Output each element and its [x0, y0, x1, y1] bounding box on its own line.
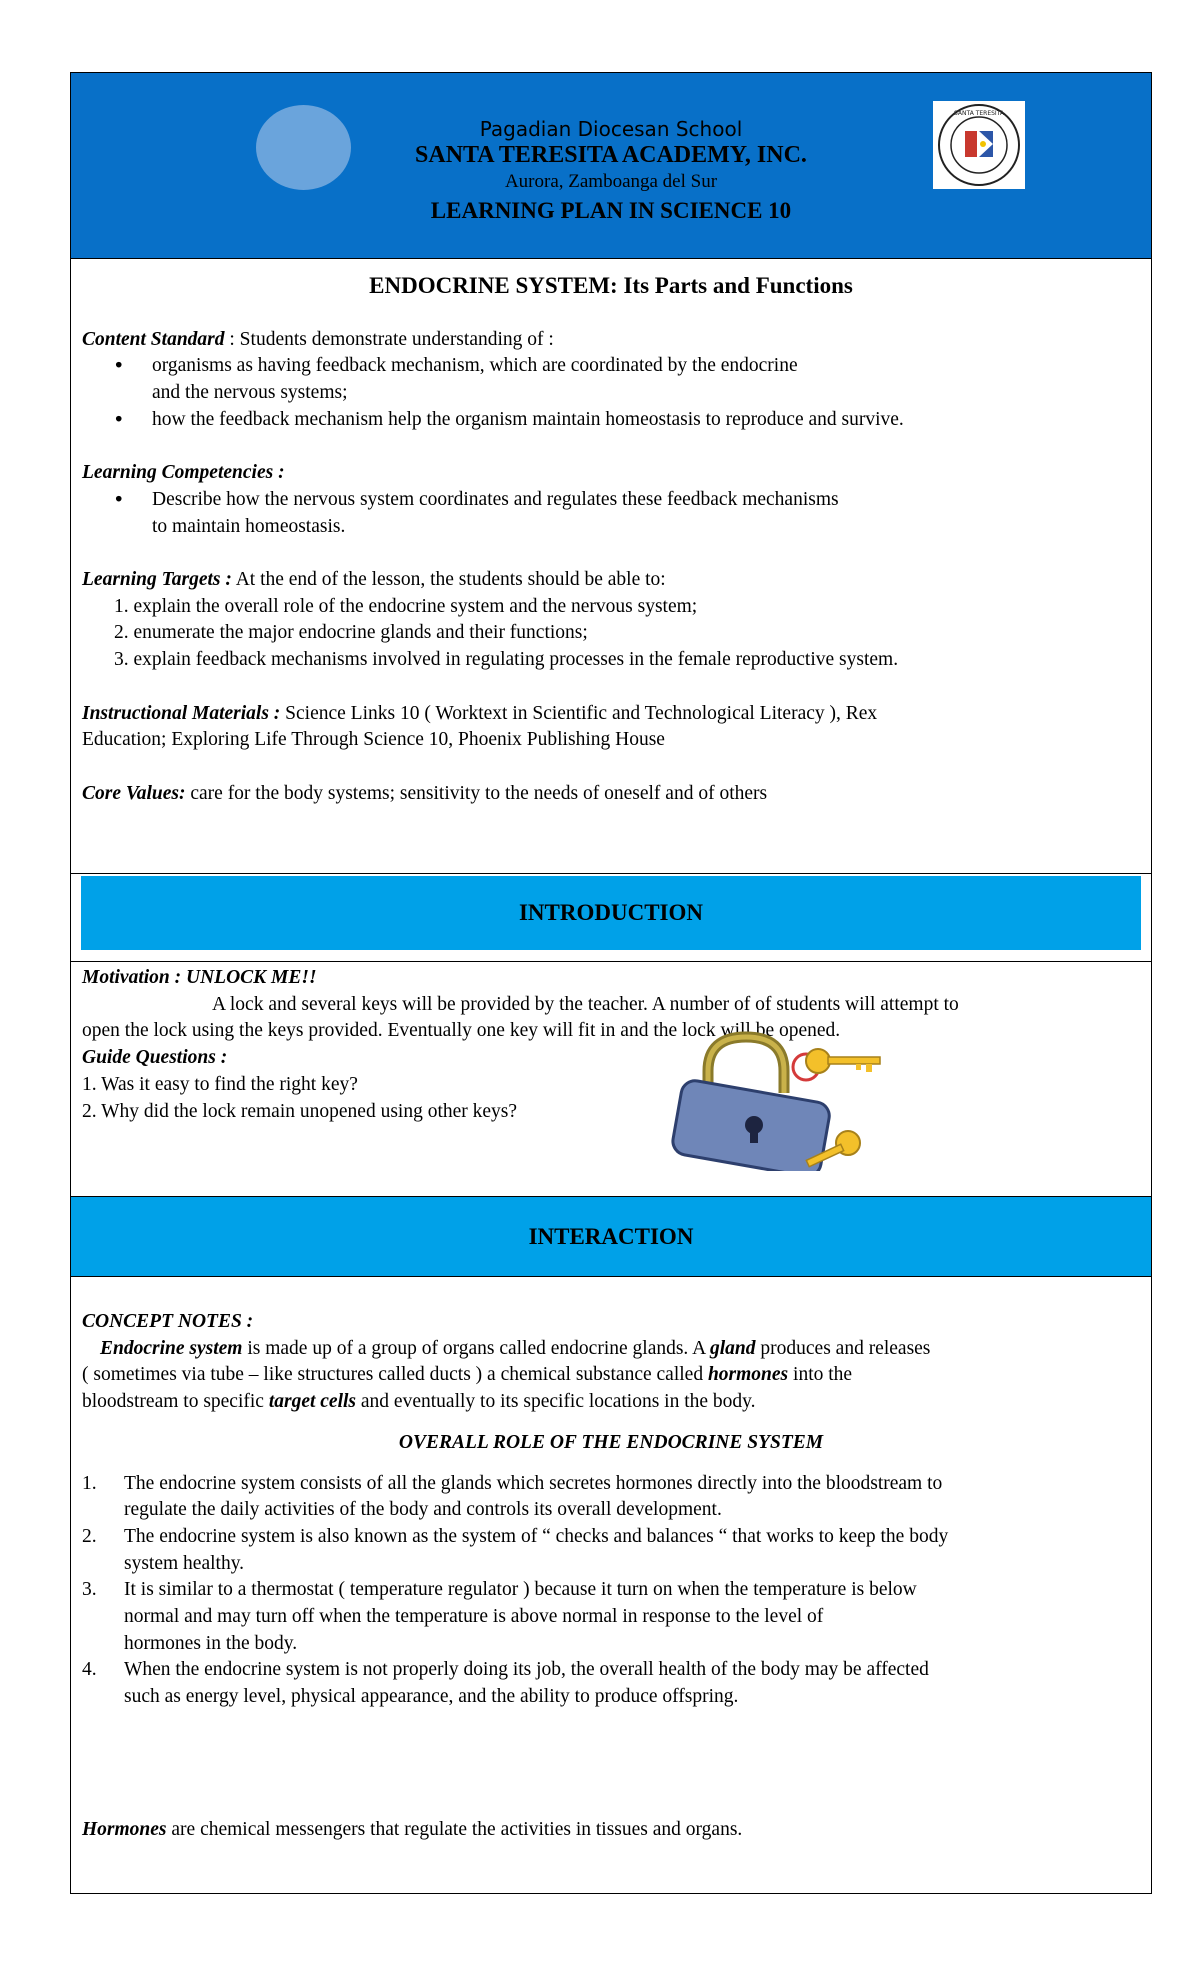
- role-item: 2. The endocrine system is also known as the system of “ checks and balances “ that works to keep the body system healthy.: [82, 1525, 949, 1574]
- materials-continuation: Education; Exploring Life Through Science 10, Phoenix Publishing House: [82, 729, 665, 751]
- targets-label: Learning Targets :: [82, 569, 232, 590]
- motivation-label: Motivation : UNLOCK ME!!: [82, 967, 317, 988]
- introduction-heading: INTRODUCTION: [81, 876, 1141, 950]
- learning-targets: Learning Targets : At the end of the lesson, the students should be able to:: [82, 569, 666, 590]
- hormones-definition: Hormones are chemical messengers that regulate the activities in tissues and organs.: [82, 1818, 743, 1840]
- guide-questions-label: Guide Questions :: [82, 1047, 228, 1069]
- concept-paragraph-line: ( sometimes via tube – like structures called ducts ) a chemical substance called hormones into the: [82, 1364, 853, 1386]
- lock-and-keys-illustration: [656, 1031, 906, 1171]
- lesson-title: ENDOCRINE SYSTEM: Its Parts and Functions: [369, 273, 853, 298]
- core-values-label: Core Values:: [82, 782, 186, 804]
- motivation-text-continuation: open the lock using the keys provided. Eventually one key will fit in and the lock will be opened.: [82, 1020, 841, 1042]
- list-item: • organisms as having feedback mechanism, which are coordinated by the endocrine: [82, 353, 1140, 380]
- role-heading: OVERALL ROLE OF THE ENDOCRINE SYSTEM: [398, 1431, 824, 1453]
- svg-text:SANTA TERESITA: SANTA TERESITA: [953, 110, 1005, 117]
- competencies-label: Learning Competencies :: [82, 462, 285, 484]
- academy-name: SANTA TERESITA ACADEMY, INC.: [415, 142, 807, 168]
- concept-paragraph-line: bloodstream to specific target cells and eventually to its specific locations in the body.: [82, 1391, 756, 1413]
- list-item-continuation: and the nervous systems;: [152, 382, 348, 404]
- interaction-heading: INTERACTION: [71, 1197, 1151, 1277]
- header-text-block: [71, 117, 1151, 227]
- introduction-section: [82, 965, 1140, 1125]
- list-item-continuation: to maintain homeostasis.: [152, 515, 346, 537]
- list-item: • Describe how the nervous system coordinates and regulates these feedback mechanisms: [82, 487, 1140, 514]
- lesson-overview: [82, 273, 1140, 807]
- school-header: [71, 73, 1151, 259]
- list-item: • how the feedback mechanism help the organism maintain homeostasis to reproduce and survive.: [82, 407, 1140, 434]
- interaction-section: [82, 1309, 1140, 1844]
- materials-label: Instructional Materials :: [82, 702, 281, 724]
- target-item: 3. explain feedback mechanisms involved in regulating processes in the female reproductive system.: [114, 649, 899, 671]
- target-item: 1. explain the overall role of the endocrine system and the nervous system;: [114, 595, 698, 617]
- question-item: 1. Was it easy to find the right key?: [82, 1073, 358, 1095]
- role-list: [82, 1471, 1140, 1711]
- content-standard-label: Content Standard: [82, 328, 225, 350]
- instructional-materials: Instructional Materials : Science Links 10 ( Worktext in Scientific and Technological Literacy ), Rex: [82, 702, 878, 724]
- target-item: 2. enumerate the major endocrine glands and their functions;: [114, 622, 588, 644]
- learning-plan-frame: [70, 72, 1152, 1894]
- plan-title: LEARNING PLAN IN SCIENCE 10: [430, 198, 792, 223]
- question-item: 2. Why did the lock remain unopened using other keys?: [82, 1100, 518, 1122]
- school-name: Pagadian Diocesan School: [479, 117, 743, 141]
- role-item: 3. It is similar to a thermostat ( temperature regulator ) because it turn on when the temperature is below normal and may turn off when the temperature is above normal in response to the level of hormones in the body.: [82, 1579, 917, 1654]
- role-item: 1. The endocrine system consists of all the glands which secretes hormones directly into the bloodstream to regulate the daily activities of the body and controls its overall development.: [82, 1472, 943, 1521]
- section-divider: [71, 961, 1151, 962]
- role-item: 4. When the endocrine system is not properly doing its job, the overall health of the body may be affected such as energy level, physical appearance, and the ability to produce offspring.: [82, 1659, 929, 1708]
- concept-notes-label: CONCEPT NOTES :: [82, 1311, 254, 1332]
- motivation-text: A lock and several keys will be provided by the teacher. A number of of students will attempt to: [212, 993, 959, 1015]
- content-standard: Content Standard : Students demonstrate understanding of :: [82, 328, 554, 350]
- academy-address: Aurora, Zamboanga del Sur: [504, 171, 718, 192]
- concept-paragraph: Endocrine system is made up of a group of organs called endocrine glands. A gland produces and releases: [100, 1337, 931, 1359]
- core-values: Core Values: care for the body systems; sensitivity to the needs of oneself and of others: [82, 782, 768, 804]
- section-divider: [71, 873, 1151, 874]
